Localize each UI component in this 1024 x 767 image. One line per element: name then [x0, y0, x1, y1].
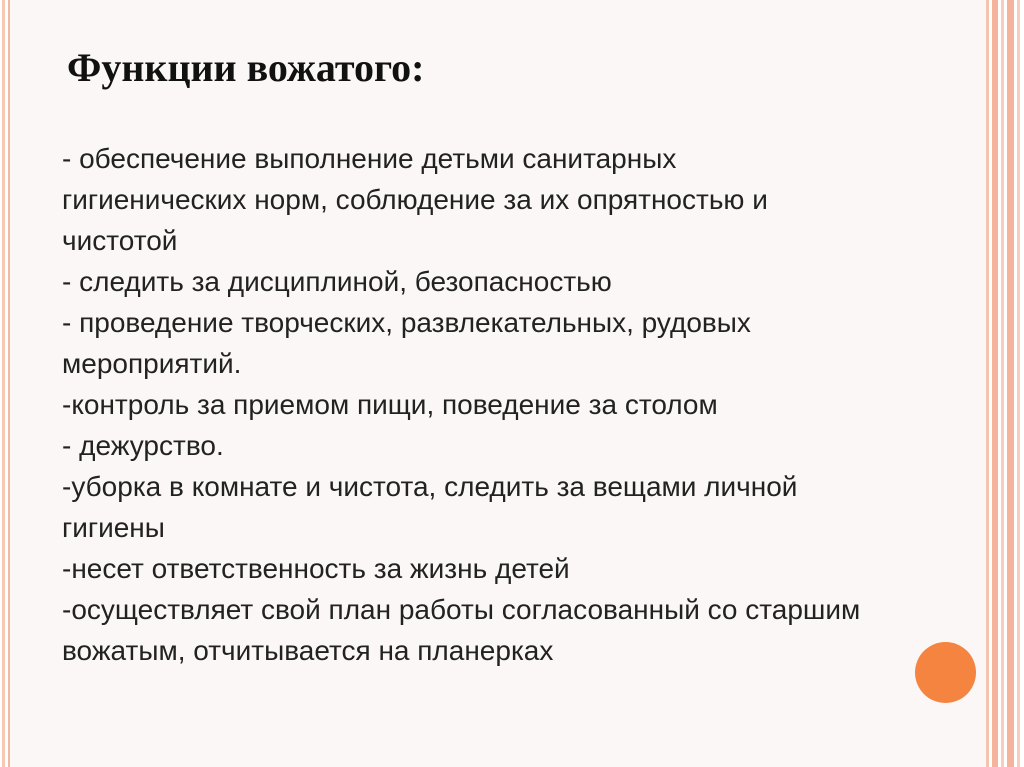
stripe [1001, 0, 1004, 767]
functions-list [62, 138, 962, 671]
list-line: - проведение творческих, развлекательных, рудовых [62, 307, 751, 338]
list-line: - дежурство. [62, 430, 224, 461]
list-line: -контроль за приемом пищи, поведение за столом [62, 389, 718, 420]
stripe [1017, 0, 1020, 767]
right-decorative-stripes [986, 0, 1024, 767]
list-line: - следить за дисциплиной, безопасностью [62, 266, 612, 297]
list-line: гигиены [62, 512, 165, 543]
list-line: -несет ответственность за жизнь детей [62, 553, 570, 584]
left-frame-border [0, 0, 10, 767]
list-line: гигиенических норм, соблюдение за их опрятностью и [62, 184, 768, 215]
list-line: -осуществляет свой план работы согласованный со старшим [62, 594, 861, 625]
list-line: -уборка в комнате и чистота, следить за вещами личной [62, 471, 798, 502]
slide-title: Функции вожатого: [67, 45, 425, 90]
stripe [992, 0, 998, 767]
orange-circle-decoration [915, 642, 976, 703]
list-line: вожатым, отчитывается на планерках [62, 635, 554, 666]
stripe [1007, 0, 1014, 767]
stripe [986, 0, 989, 767]
list-line: чистотой [62, 225, 178, 256]
list-line: - обеспечение выполнение детьми санитарных [62, 143, 677, 174]
list-line: мероприятий. [62, 348, 242, 379]
